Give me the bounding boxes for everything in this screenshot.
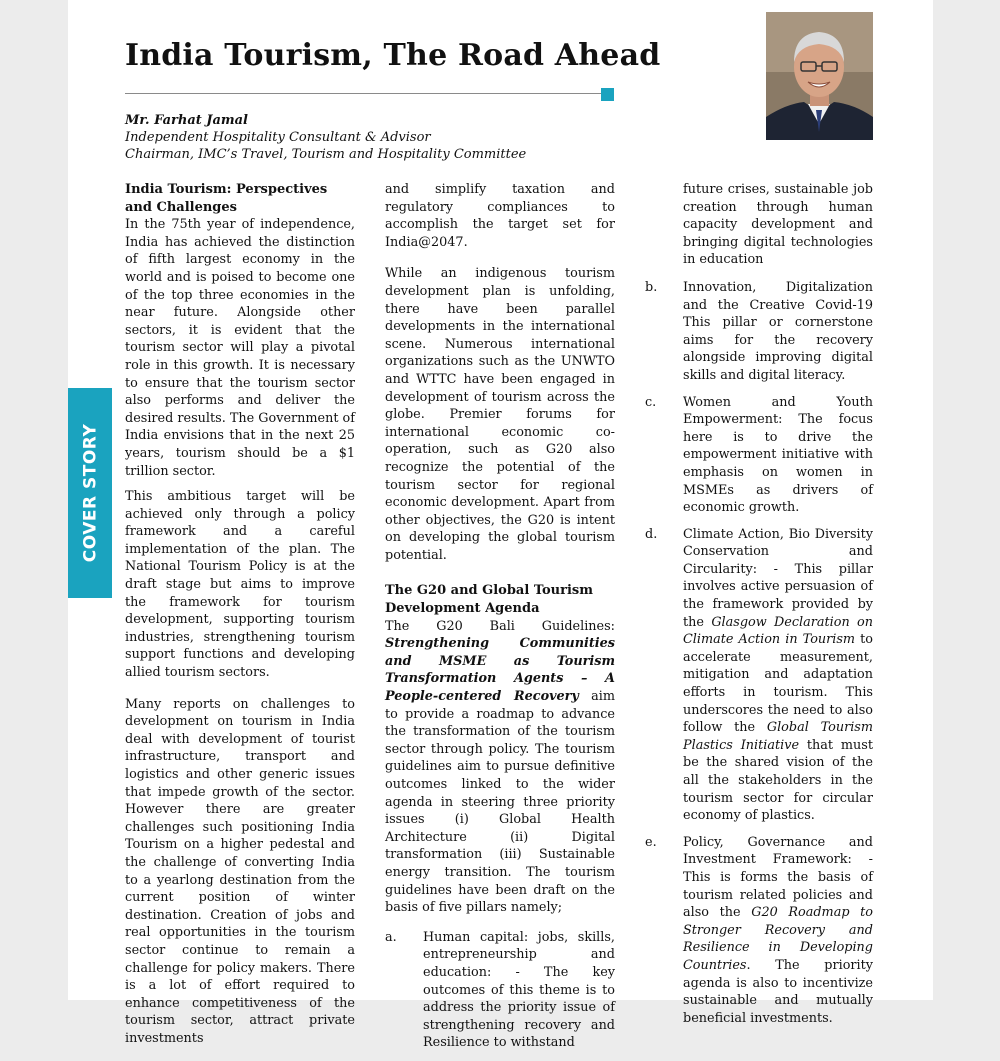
- list-text: [683, 526, 873, 825]
- text-run: The G20 Bali Guidelines:: [385, 618, 615, 634]
- text-run: that must be the shared vision of the all the stakeholders in the tourism sector for circular economy of plastics.: [683, 737, 873, 824]
- emphasis-title: Strengthening Communities and MSME as Tourism Transformation Agents – A People-centered Recovery: [385, 636, 615, 705]
- list-item-a-continued: future crises, sustainable job creation through human capacity development and bringing digital technologies in education: [683, 182, 873, 268]
- column-1: [125, 181, 355, 1056]
- article-title: India Tourism, The Road Ahead: [125, 38, 661, 73]
- title-accent-square: [601, 88, 614, 101]
- author-role-1: Independent Hospitality Consultant & Advisor: [125, 130, 431, 145]
- paragraph: and simplify taxation and regulatory compliances to accomplish the target set for India@2047.: [385, 182, 615, 250]
- emphasis-title: G20 Roadmap to Stronger Recovery and Resilience in Developing Countries: [683, 905, 874, 973]
- list-text: Women and Youth Empowerment: The focus here is to drive the empowerment initiative with emphasis on women in MSMEs as drivers of economic growth.: [683, 394, 873, 516]
- section-tab-label: COVER STORY: [80, 423, 101, 563]
- list-item-d: [645, 526, 873, 825]
- list-item-b: [645, 279, 873, 385]
- list-marker: e.: [645, 834, 657, 850]
- author-role-2: Chairman, IMC’s Travel, Tourism and Hospitality Committee: [125, 147, 527, 162]
- section-tab: [68, 388, 112, 598]
- text-run: aim to provide a roadmap to advance the transformation of the tourism sector through policy. The tourism guidelines aim to pursue definitive outcomes linked to the wider agenda in steering three priority issues (i) Global Health Architecture (ii) Digital transformation (iii) Sustainable energy transition. The tourism guidelines have been draft on the basis of five pillars namely;: [385, 689, 615, 916]
- paragraph: This ambitious target will be achieved only through a policy framework and a careful implementation of the plan. The National Tourism Policy is at the draft stage but aims to improve the framework for tourism development, supporting tourism industries, strengthening tourism support functions and developing allied tourism sectors.: [125, 489, 355, 681]
- list-item-c: [645, 394, 873, 517]
- text-run: Climate Action, Bio Diversity Conservation and Circularity: - This pillar involves active persuasion of the framework provided by the: [683, 526, 873, 630]
- list-marker: d.: [645, 526, 658, 542]
- paragraph: In the 75th year of independence, India has achieved the distinction of fifth largest economy in the world and is poised to become one of the top three economies in the near future. Alongside other sectors, it is evident that the tourism sector will play a pivotal role in this growth. It is necessary to ensure that the tourism sector also performs and deliver the desired results. The Government of India envisions that in the next 25 years, tourism should be a $1 trillion sector.: [125, 217, 355, 479]
- list-marker: c.: [645, 394, 657, 410]
- section-heading-perspectives: India Tourism: Perspectives and Challenges: [125, 182, 328, 215]
- author-photo: [766, 12, 873, 140]
- column-3: [645, 181, 873, 1036]
- text-run: . The priority agenda is also to incentivize sustainable and mutually beneficial investments.: [683, 957, 873, 1026]
- author-block: [125, 112, 526, 163]
- emphasis-title: Global Tourism Plastics Initiative: [683, 720, 873, 753]
- paragraph: While an indigenous tourism development plan is unfolding, there have been parallel developments in the international scene. Numerous international organizations such as the UNWTO and WTTC have been engaged in development of tourism across the globe. Premier forums for international economic co-operation, such as G20 also recognize the potential of the tourism sector for regional economic development. Apart from other objectives, the G20 is intent on developing the global tourism potential.: [385, 266, 615, 563]
- column-2: [385, 181, 615, 1061]
- list-text: Human capital: jobs, skills, entrepreneurship and education: - The key outcomes of this theme is to address the priority issue of strengthening recovery and Resilience to withstand: [423, 929, 615, 1051]
- paragraph-bali-guidelines: [385, 618, 615, 917]
- text-run: to accelerate measurement, mitigation and adaptation efforts in tourism. This underscores the need to also follow the: [683, 632, 874, 736]
- paragraph: Many reports on challenges to development on tourism in India deal with development of tourist infrastructure, transport and logistics and other generic issues that impede growth of the sector. However there are greater challenges such positioning India Tourism on a higher pedestal and the challenge of converting India to a yearlong destination from the current position of winter destination. Creation of jobs and real opportunities in the tourism sector continue to remain a challenge for policy makers. There is a lot of effort required to enhance competitiveness of the tourism sector, attract private investments: [125, 696, 355, 1046]
- list-text: [683, 834, 873, 1028]
- title-divider: [125, 93, 603, 94]
- author-name: Mr. Farhat Jamal: [125, 113, 248, 128]
- section-heading-g20: The G20 and Global Tourism Development Agenda: [385, 583, 593, 617]
- list-item-e: [645, 834, 873, 1028]
- list-text: Innovation, Digitalization and the Creative Covid-19 This pillar or cornerstone aims for the recovery alongside improving digital skills and digital literacy.: [683, 279, 873, 383]
- list-item-a: [385, 929, 615, 1052]
- emphasis-title: Glasgow Declaration on Climate Action in Tourism: [683, 614, 874, 648]
- text-run: Policy, Governance and Investment Framework: - This is forms the basis of tourism related policies and also the: [683, 834, 873, 921]
- list-marker: a.: [385, 929, 397, 945]
- list-marker: b.: [645, 279, 658, 295]
